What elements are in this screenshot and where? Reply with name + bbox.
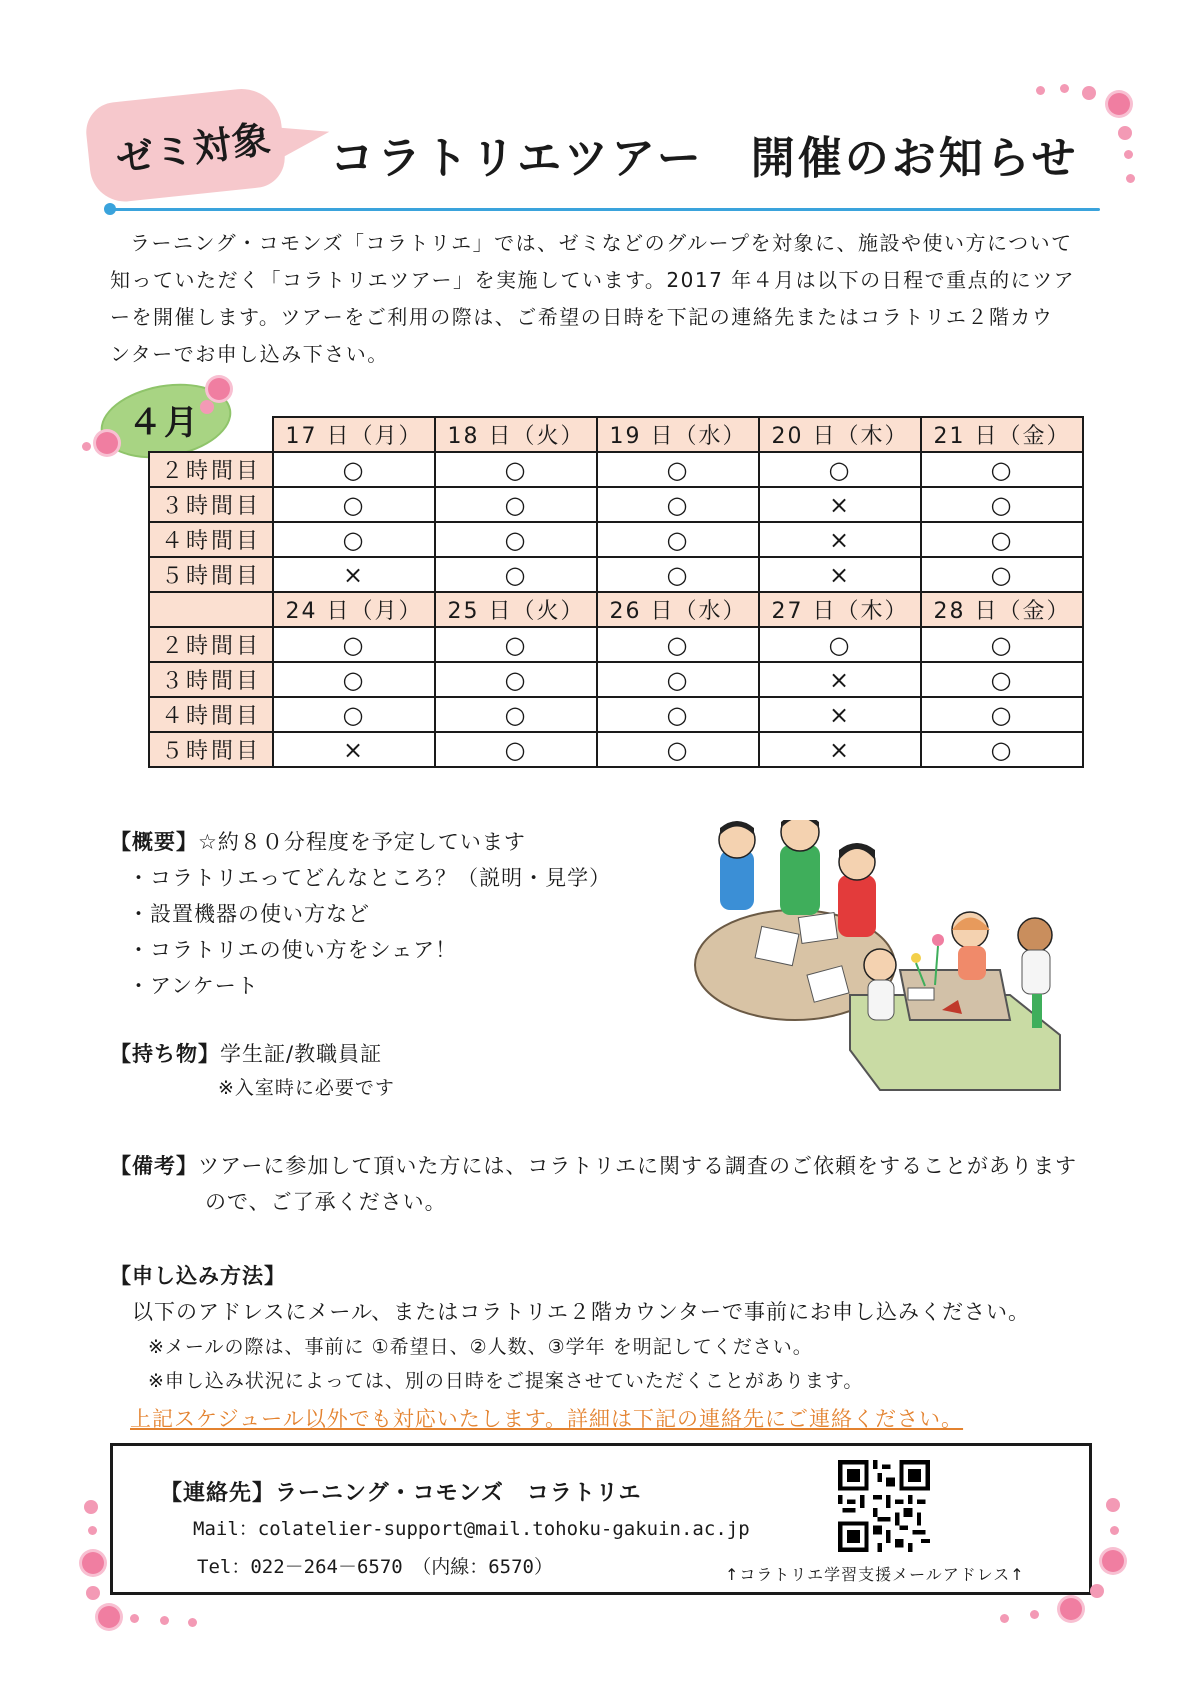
availability-cell: ×: [759, 557, 921, 592]
availability-cell: ○: [921, 557, 1083, 592]
belongings-heading: 【持ち物】: [110, 1042, 220, 1066]
apply-heading: 【申し込み方法】: [110, 1264, 286, 1288]
table-row: [149, 452, 1083, 487]
intro-text: [110, 225, 1095, 373]
overview-heading: 【概要】: [110, 830, 198, 854]
belongings-line: [110, 1038, 382, 1068]
availability-cell: ○: [921, 662, 1083, 697]
week-2-header-row: [149, 592, 1083, 627]
period-label: ５時間目: [149, 557, 273, 592]
qr-code-icon: [838, 1460, 930, 1552]
flower-icon: [1110, 1526, 1119, 1535]
contact-name: ラーニング・コモンズ コラトリエ: [275, 1481, 642, 1506]
flower-icon: [1082, 86, 1096, 100]
apply-note-1: ※メールの際は、事前に ①希望日、②人数、③学年 を明記してください。: [148, 1336, 813, 1358]
contact-mail[interactable]: Mail：colatelier-support@mail.tohoku-gakuin.ac.jp: [193, 1518, 750, 1540]
badge-label: ゼミ対象: [113, 116, 274, 182]
day-header: 20 日（木）: [759, 417, 921, 452]
remarks-line-1: [110, 1150, 1077, 1180]
flower-icon: [1108, 93, 1130, 115]
day-header: 17 日（月）: [273, 417, 435, 452]
apply-text: 以下のアドレスにメール、またはコラトリエ２階カウンターで事前にお申し込みください。: [132, 1300, 1031, 1324]
schedule-table: [148, 416, 1084, 768]
qr-caption: ↑コラトリエ学習支援メールアドレス↑: [725, 1565, 1025, 1584]
availability-cell: ×: [759, 662, 921, 697]
flower-icon: [188, 1618, 197, 1627]
flower-icon: [1118, 126, 1132, 140]
availability-cell: ○: [435, 732, 597, 767]
list-item: ・設置機器の使い方など: [128, 902, 370, 926]
contact-name-line: [160, 1476, 641, 1507]
availability-cell: ○: [273, 627, 435, 662]
availability-cell: ○: [759, 627, 921, 662]
period-label: ３時間目: [149, 487, 273, 522]
week-1-header-row: [149, 417, 1083, 452]
flower-icon: [1030, 1610, 1039, 1619]
availability-cell: ×: [759, 522, 921, 557]
availability-cell: ○: [597, 697, 759, 732]
table-row: [149, 627, 1083, 662]
overview-heading-line: [110, 826, 526, 856]
table-row: [149, 732, 1083, 767]
availability-cell: ○: [597, 627, 759, 662]
availability-cell: ○: [435, 557, 597, 592]
flower-icon: [88, 1526, 97, 1535]
period-label: ４時間目: [149, 522, 273, 557]
contact-heading: 【連絡先】: [160, 1481, 276, 1506]
flower-icon: [98, 1606, 120, 1628]
flower-icon: [160, 1616, 169, 1625]
availability-cell: ○: [921, 522, 1083, 557]
day-header: 24 日（月）: [273, 592, 435, 627]
flower-icon: [1102, 1550, 1124, 1572]
belongings-text: 学生証/教職員証: [220, 1042, 383, 1066]
flower-icon: [86, 1586, 100, 1600]
list-item: ・コラトリエってどんなところ？（説明・見学）: [128, 866, 612, 890]
students-illustration: [680, 820, 1110, 1105]
availability-cell: ×: [759, 697, 921, 732]
day-header: 21 日（金）: [921, 417, 1083, 452]
period-label: ２時間目: [149, 627, 273, 662]
flower-icon: [1090, 1584, 1104, 1598]
availability-cell: ○: [921, 697, 1083, 732]
flower-icon: [130, 1614, 139, 1623]
availability-cell: ○: [435, 487, 597, 522]
availability-cell: ×: [759, 487, 921, 522]
flower-icon: [1036, 86, 1045, 95]
page-title: コラトリエツアー 開催のお知らせ: [330, 133, 1079, 184]
flower-icon: [1060, 1598, 1082, 1620]
intro-line-4: ンターでお申し込み下さい。: [110, 342, 389, 366]
intro-line-2: 知っていただく「コラトリエツアー」を実施しています。2017 年４月は以下の日程で重点的にツア: [110, 268, 1076, 292]
flower-icon: [1106, 1498, 1120, 1512]
availability-cell: ○: [273, 662, 435, 697]
title-underline: [110, 208, 1100, 211]
table-row: [149, 697, 1083, 732]
availability-cell: ○: [435, 452, 597, 487]
flower-icon: [200, 400, 214, 414]
intro-line-1: ラーニング・コモンズ「コラトリエ」では、ゼミなどのグループを対象に、施設や使い方について: [130, 231, 1073, 255]
flower-icon: [84, 1500, 98, 1514]
period-label: ５時間目: [149, 732, 273, 767]
flower-icon: [82, 442, 91, 451]
flower-icon: [208, 378, 230, 400]
availability-cell: ○: [921, 452, 1083, 487]
period-label: ３時間目: [149, 662, 273, 697]
availability-cell: ○: [597, 452, 759, 487]
flower-icon: [96, 432, 118, 454]
availability-cell: ○: [435, 662, 597, 697]
period-label: ２時間目: [149, 452, 273, 487]
availability-cell: ○: [759, 452, 921, 487]
availability-cell: ○: [597, 487, 759, 522]
table-blank-header: [149, 592, 273, 627]
table-corner: [149, 417, 273, 452]
availability-cell: ×: [273, 557, 435, 592]
availability-cell: ○: [273, 697, 435, 732]
availability-cell: ○: [273, 487, 435, 522]
remarks-line-2: ので、ご了承ください。: [205, 1190, 447, 1214]
apply-highlight: 上記スケジュール以外でも対応いたします。詳細は下記の連絡先にご連絡ください。: [130, 1407, 964, 1431]
month-label: ４月: [128, 403, 200, 443]
overview-summary: ☆約８０分程度を予定しています: [198, 830, 526, 854]
contact-tel: Tel：022－264－6570 （内線：6570）: [197, 1556, 553, 1578]
availability-cell: ×: [759, 732, 921, 767]
availability-cell: ○: [597, 732, 759, 767]
availability-cell: ○: [921, 487, 1083, 522]
intro-line-3: ーを開催します。ツアーをご利用の際は、ご希望の日時を下記の連絡先またはコラトリエ２階カウ: [110, 305, 1054, 329]
period-label: ４時間目: [149, 697, 273, 732]
table-row: [149, 487, 1083, 522]
availability-cell: ○: [597, 522, 759, 557]
availability-cell: ○: [435, 697, 597, 732]
day-header: 18 日（火）: [435, 417, 597, 452]
availability-cell: ○: [597, 662, 759, 697]
flower-icon: [1126, 174, 1135, 183]
day-header: 28 日（金）: [921, 592, 1083, 627]
apply-note-2: ※申し込み状況によっては、別の日時をご提案させていただくことがあります。: [148, 1370, 864, 1392]
availability-cell: ○: [273, 522, 435, 557]
table-row: [149, 522, 1083, 557]
availability-cell: ○: [921, 627, 1083, 662]
remarks-heading: 【備考】: [110, 1154, 198, 1178]
table-row: [149, 557, 1083, 592]
availability-cell: ×: [273, 732, 435, 767]
availability-cell: ○: [435, 522, 597, 557]
flower-icon: [1000, 1614, 1009, 1623]
availability-cell: ○: [435, 627, 597, 662]
flower-icon: [82, 1552, 104, 1574]
availability-cell: ○: [273, 452, 435, 487]
list-item: ・コラトリエの使い方をシェア！: [128, 938, 458, 962]
availability-cell: ○: [921, 732, 1083, 767]
day-header: 27 日（木）: [759, 592, 921, 627]
belongings-note: ※入室時に必要です: [218, 1077, 395, 1099]
availability-cell: ○: [597, 557, 759, 592]
list-item: ・アンケート: [128, 974, 259, 998]
remarks-text: ツアーに参加して頂いた方には、コラトリエに関する調査のご依頼をすることがあります: [198, 1154, 1077, 1178]
day-header: 25 日（火）: [435, 592, 597, 627]
table-row: [149, 662, 1083, 697]
flower-icon: [1060, 84, 1069, 93]
flower-icon: [1124, 150, 1133, 159]
day-header: 26 日（水）: [597, 592, 759, 627]
day-header: 19 日（水）: [597, 417, 759, 452]
